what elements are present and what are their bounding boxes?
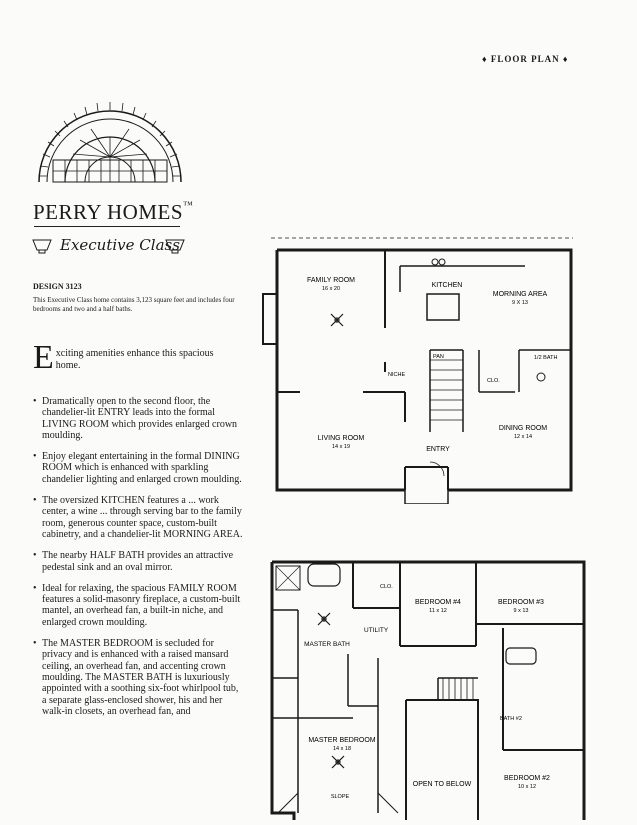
pantry-label: PAN	[433, 354, 444, 360]
slope-label: SLOPE	[330, 794, 350, 800]
feature-item: • The MASTER BEDROOM is secluded for privacy and is enhanced with a raised mansard ceiling, an overhead fan, and accenting crown moulding. The MASTER BATH is luxuriously appointed with a soothing six-foot whirlpool tub, a separate glass-enclosed shower, his and her walk-in closets, an overhead fan, and	[33, 638, 243, 717]
family-room-label: FAMILY ROOM	[307, 277, 355, 284]
bedroom-4-dim: 11 x 12	[429, 608, 447, 614]
bedroom-3-label: BEDROOM #3	[498, 599, 544, 606]
perry-homes-logo	[33, 70, 188, 185]
open-to-below-label: OPEN TO BELOW	[412, 781, 472, 788]
living-room-label: LIVING ROOM	[317, 435, 365, 442]
feature-item: • The oversized KITCHEN features a ... work center, a wine ... through serving bar to the family room, generous counter space, custom-built cabinetry, and a chandelier-lit MORNING AREA.	[33, 495, 243, 540]
floor-plan-header: ♦ FLOOR PLAN ♦	[482, 54, 569, 64]
bedroom-2-label: BEDROOM #2	[504, 775, 550, 782]
brand-subtitle: Executive Class	[60, 236, 180, 254]
entry-label: ENTRY	[426, 446, 450, 453]
brand-rule	[34, 226, 180, 227]
living-room-dim: 14 x 19	[331, 444, 351, 450]
design-number: DESIGN 3123	[33, 282, 82, 291]
dining-room-dim: 12 x 14	[513, 434, 533, 440]
closet-label: CLO.	[380, 584, 393, 590]
utility-label: UTILITY	[364, 627, 389, 634]
dining-room-label: DINING ROOM	[498, 425, 548, 432]
niche-label: NICHE	[388, 372, 406, 378]
first-floor-plan	[255, 232, 585, 504]
family-room-dim: 16 x 20	[321, 286, 341, 292]
morning-area-label: MORNING AREA	[492, 291, 548, 298]
feature-item: • Ideal for relaxing, the spacious FAMILY ROOM features a solid-masonry fireplace, a custom-built mantel, an overhead fan, a built-in niche, and enlarged crown moulding.	[33, 583, 243, 628]
morning-area-dim: 9 X 13	[512, 300, 528, 306]
brand-name: PERRY HOMES™	[33, 200, 194, 224]
master-bedroom-dim: 14 x 18	[332, 746, 352, 752]
lead-paragraph	[33, 339, 238, 376]
master-bedroom-label: MASTER BEDROOM	[308, 737, 376, 744]
feature-list	[33, 396, 243, 727]
drop-cap: E	[33, 339, 54, 376]
second-floor-plan	[268, 558, 588, 820]
master-bath-label: MASTER BATH	[304, 641, 350, 648]
sconce-icon	[32, 238, 52, 254]
feature-item: • The nearby HALF BATH provides an attractive pedestal sink and an oval mirror.	[33, 550, 243, 573]
design-intro: This Executive Class home contains 3,123 square feet and includes four bedrooms and two and a half baths.	[33, 296, 235, 313]
feature-item: • Dramatically open to the second floor, the chandelier-lit ENTRY leads into the formal LIVING ROOM which provides enlarged crown moulding.	[33, 396, 243, 441]
half-bath-label: 1/2 BATH	[534, 355, 558, 361]
feature-item: • Enjoy elegant entertaining in the formal DINING ROOM which is enhanced with sparkling chandelier lighting and enlarged crown moulding.	[33, 451, 243, 485]
bedroom-3-dim: 9 x 13	[513, 608, 529, 614]
bath-2-label: BATH #2	[500, 716, 522, 722]
lead-text: xciting amenities enhance this spacious home.	[55, 348, 214, 371]
bedroom-4-label: BEDROOM #4	[415, 599, 461, 606]
kitchen-label: KITCHEN	[431, 282, 463, 289]
bedroom-2-dim: 10 x 12	[517, 784, 537, 790]
sconce-icon	[165, 238, 185, 254]
closet-label: CLO.	[487, 378, 500, 384]
